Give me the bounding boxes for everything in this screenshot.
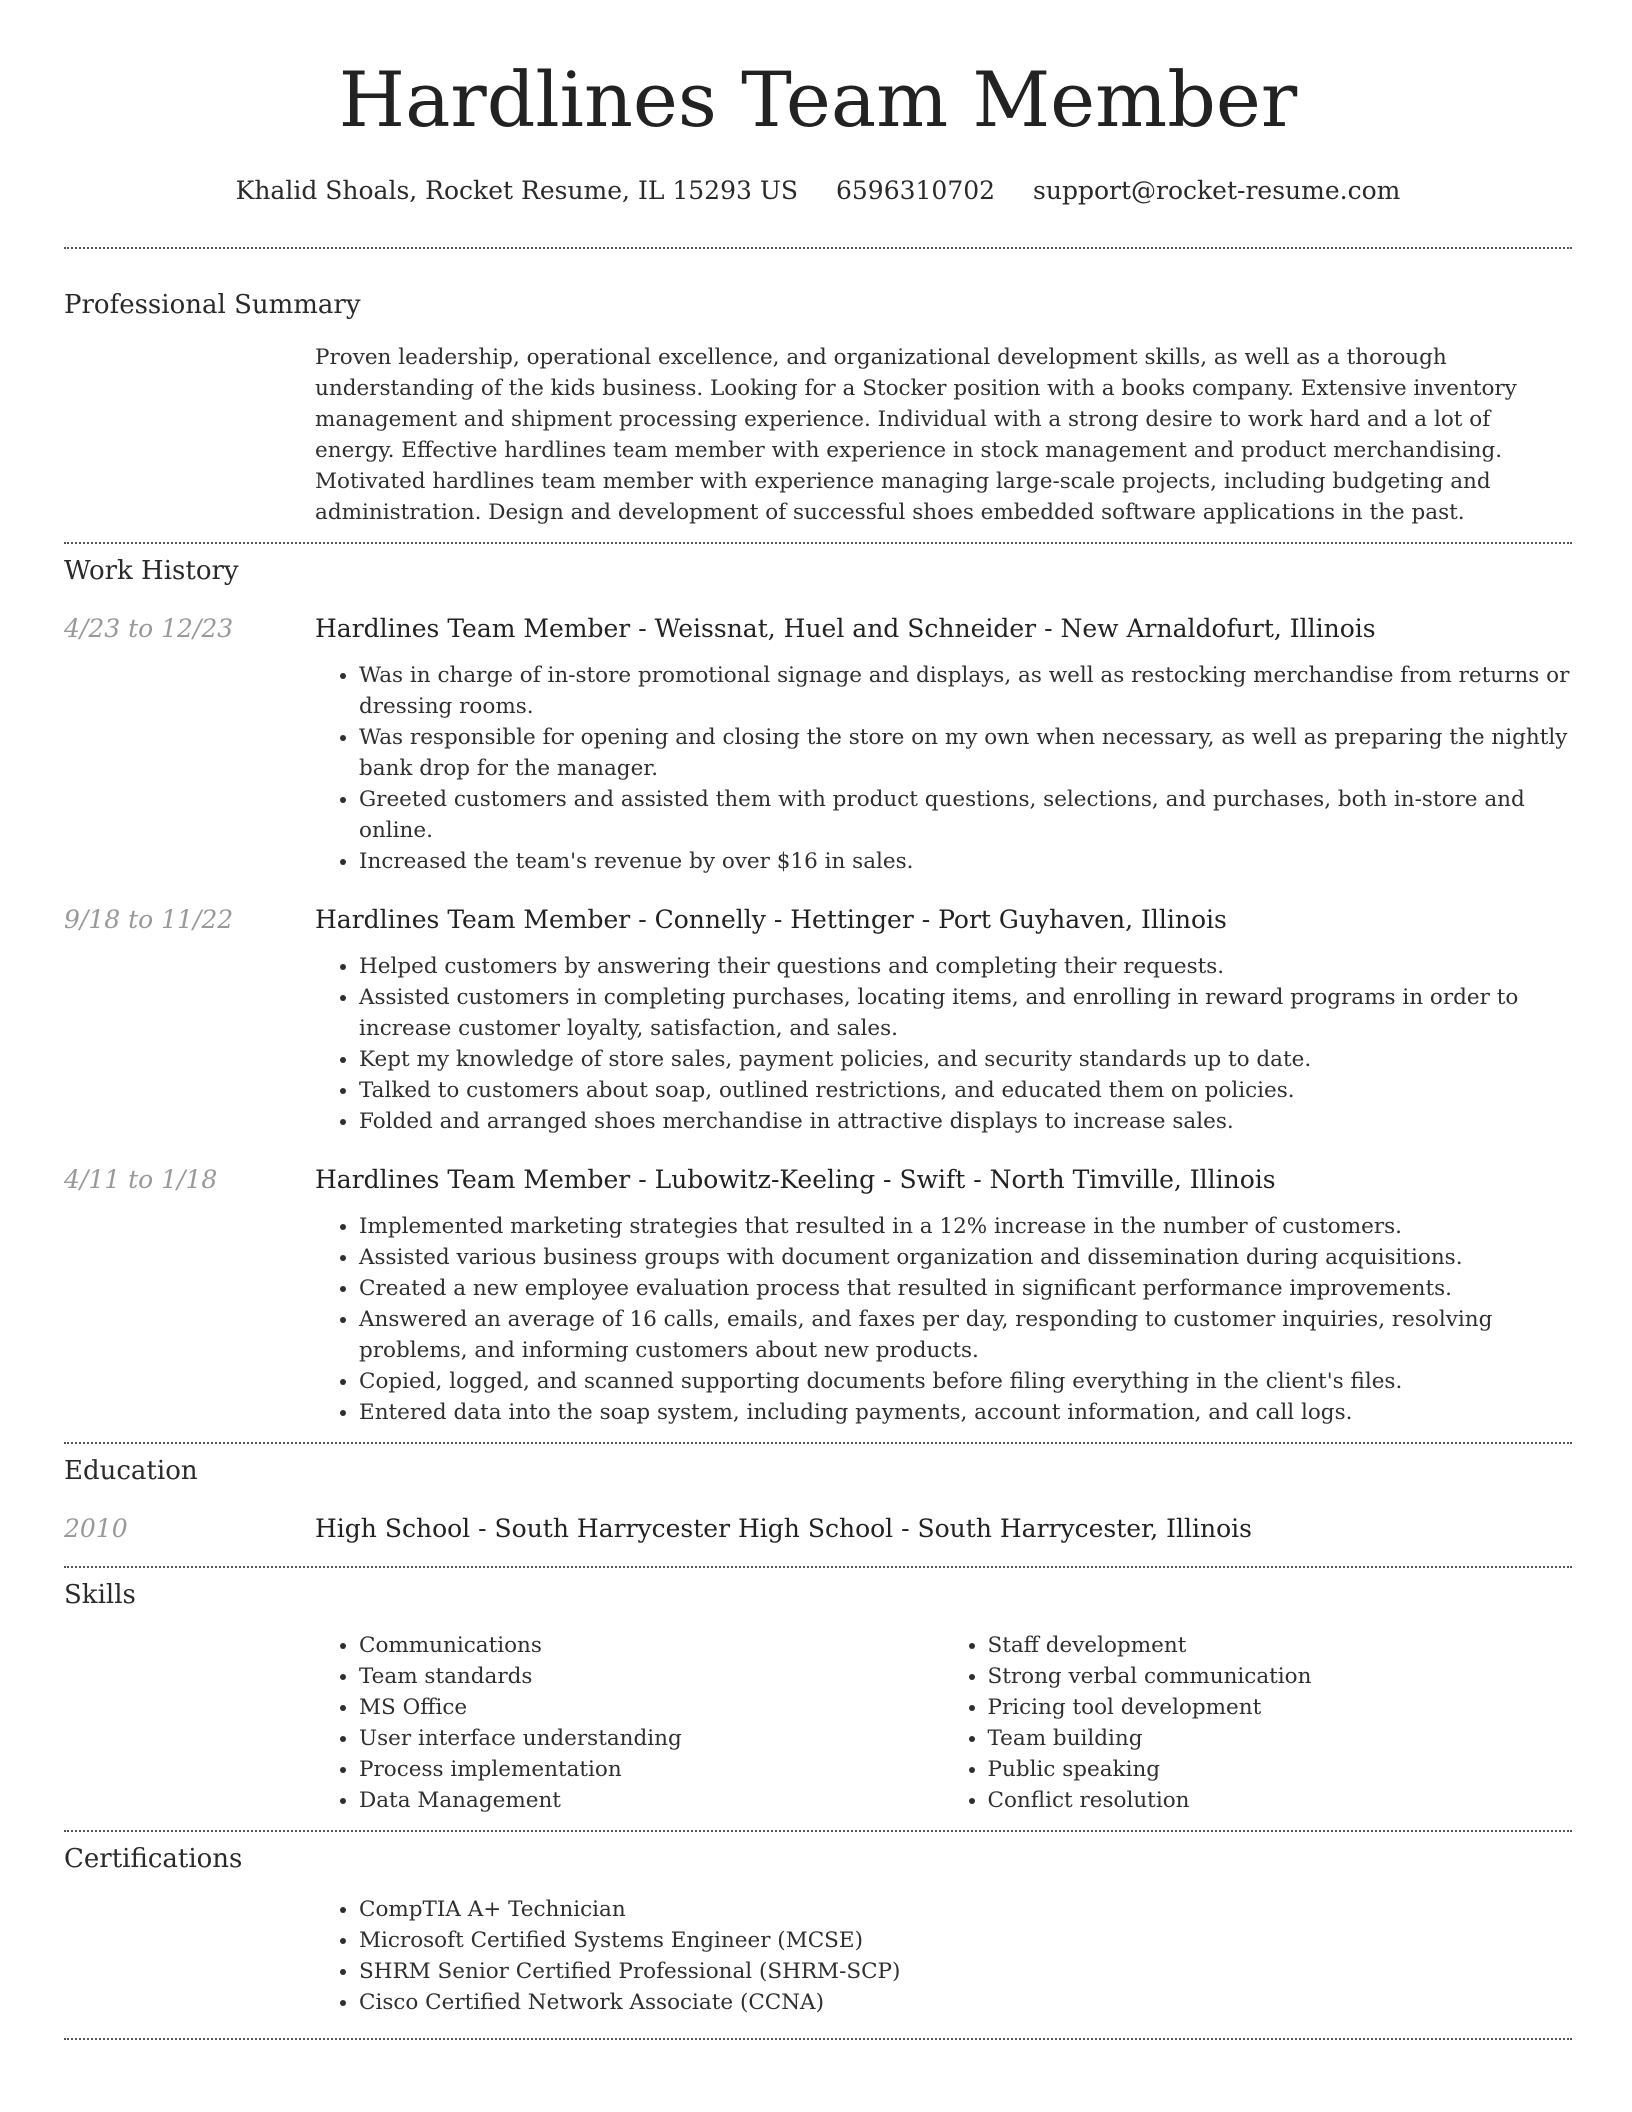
job-bullet: • Greeted customers and assisted them with product questions, selections, and purchases, both in-store and online.: [359, 784, 1572, 846]
section-title-education: Education: [64, 1456, 198, 1486]
skills-row: [64, 1630, 1572, 1816]
skill-item: • Communications: [359, 1630, 944, 1661]
job-dates: 4/23 to 12/23: [64, 614, 234, 643]
skills-list-right: [944, 1630, 1573, 1816]
skills-list-left: [315, 1630, 944, 1816]
job-bullet: • Folded and arranged shoes merchandise in attractive displays to increase sales.: [359, 1106, 1572, 1137]
education-heading: High School - South Harrycester High School - South Harrycester, Illinois: [315, 1514, 1253, 1543]
skill-item: • Pricing tool development: [988, 1692, 1573, 1723]
job-details: [315, 903, 1572, 1137]
job-dates: 4/11 to 1/18: [64, 1165, 218, 1194]
contact-email: support@rocket-resume.com: [1033, 176, 1401, 205]
job-list: [64, 612, 1572, 1428]
certifications-column: [315, 1894, 1572, 2018]
education-row: [64, 1512, 1572, 1546]
job-dates: 9/18 to 11/22: [64, 905, 234, 934]
job-entry: [64, 612, 1572, 877]
certification-item: • CompTIA A+ Technician: [359, 1894, 1572, 1925]
divider: [64, 1442, 1572, 1444]
resume-page: [64, 0, 1572, 2040]
job-heading: Hardlines Team Member - Connelly - Hettinger - Port Guyhaven, Illinois: [315, 905, 1227, 934]
skill-item: • Team building: [988, 1723, 1573, 1754]
certifications-list: [315, 1894, 1572, 2018]
certification-item: • Cisco Certified Network Associate (CCNA): [359, 1987, 1572, 2018]
section-title-summary: Professional Summary: [64, 290, 361, 320]
job-bullet: • Answered an average of 16 calls, emails, and faxes per day, responding to customer inquiries, resolving problems, and informing customers about new products.: [359, 1304, 1572, 1366]
skill-item: • Staff development: [988, 1630, 1573, 1661]
section-title-skills: Skills: [64, 1580, 136, 1610]
education-year: 2010: [64, 1514, 128, 1543]
job-bullet: • Assisted customers in completing purchases, locating items, and enrolling in reward programs in order to increase customer loyalty, satisfaction, and sales.: [359, 982, 1572, 1044]
job-entry: [64, 903, 1572, 1137]
summary-text: Proven leadership, operational excellence, and organizational development skills, as well as a thorough understanding of the kids business. Looking for a Stocker position with a books company. Extensive inventory management and shipment processing experience. Individual with a strong desire to work hard and a lot of energy. Effective hardlines team member with experience in stock management and product merchandising. Motivated hardlines team member with experience managing large-scale projects, including budgeting and administration. Design and development of successful shoes embedded software applications in the past.: [315, 345, 1517, 525]
job-heading: Hardlines Team Member - Weissnat, Huel and Schneider - New Arnaldofurt, Illinois: [315, 614, 1376, 643]
divider: [64, 1566, 1572, 1568]
job-bullet: • Talked to customers about soap, outlined restrictions, and educated them on policies.: [359, 1075, 1572, 1106]
job-heading: Hardlines Team Member - Lubowitz-Keeling - Swift - North Timville, Illinois: [315, 1165, 1276, 1194]
section-title-work: Work History: [64, 556, 239, 586]
job-entry: [64, 1163, 1572, 1428]
skills-columns: [315, 1630, 1572, 1816]
divider: [64, 2038, 1572, 2040]
job-bullet: • Entered data into the soap system, including payments, account information, and call logs.: [359, 1397, 1572, 1428]
skill-item: • Data Management: [359, 1785, 944, 1816]
divider: [64, 542, 1572, 544]
job-bullet: • Increased the team's revenue by over $16 in sales.: [359, 846, 1572, 877]
job-bullet: • Was in charge of in-store promotional signage and displays, as well as restocking merchandise from returns or dressing rooms.: [359, 660, 1572, 722]
job-bullet: • Was responsible for opening and closing the store on my own when necessary, as well as preparing the nightly bank drop for the manager.: [359, 722, 1572, 784]
job-bullets: [315, 660, 1572, 877]
job-bullet: • Helped customers by answering their questions and completing their requests.: [359, 951, 1572, 982]
job-bullet: • Assisted various business groups with document organization and dissemination during acquisitions.: [359, 1242, 1572, 1273]
divider: [64, 1830, 1572, 1832]
summary-row: [64, 342, 1572, 528]
certification-item: • Microsoft Certified Systems Engineer (MCSE): [359, 1925, 1572, 1956]
certifications-row: [64, 1894, 1572, 2018]
resume-title: Hardlines Team Member: [338, 55, 1298, 144]
contact-phone: 6596310702: [836, 176, 996, 205]
job-bullet: • Implemented marketing strategies that resulted in a 12% increase in the number of customers.: [359, 1211, 1572, 1242]
skill-item: • Public speaking: [988, 1754, 1573, 1785]
skill-item: • MS Office: [359, 1692, 944, 1723]
job-bullets: [315, 951, 1572, 1137]
job-details: [315, 1163, 1572, 1428]
contact-line: [64, 174, 1572, 208]
section-title-certifications: Certifications: [64, 1844, 243, 1874]
skill-item: • Strong verbal communication: [988, 1661, 1573, 1692]
skill-item: • Conflict resolution: [988, 1785, 1573, 1816]
skill-item: • User interface understanding: [359, 1723, 944, 1754]
certification-item: • SHRM Senior Certified Professional (SHRM-SCP): [359, 1956, 1572, 1987]
divider: [64, 247, 1572, 249]
skill-item: • Process implementation: [359, 1754, 944, 1785]
job-details: [315, 612, 1572, 877]
job-bullets: [315, 1211, 1572, 1428]
job-bullet: • Kept my knowledge of store sales, payment policies, and security standards up to date.: [359, 1044, 1572, 1075]
job-bullet: • Created a new employee evaluation process that resulted in significant performance improvements.: [359, 1273, 1572, 1304]
skill-item: • Team standards: [359, 1661, 944, 1692]
job-bullet: • Copied, logged, and scanned supporting documents before filing everything in the client's files.: [359, 1366, 1572, 1397]
contact-address: Khalid Shoals, Rocket Resume, IL 15293 US: [235, 176, 799, 205]
